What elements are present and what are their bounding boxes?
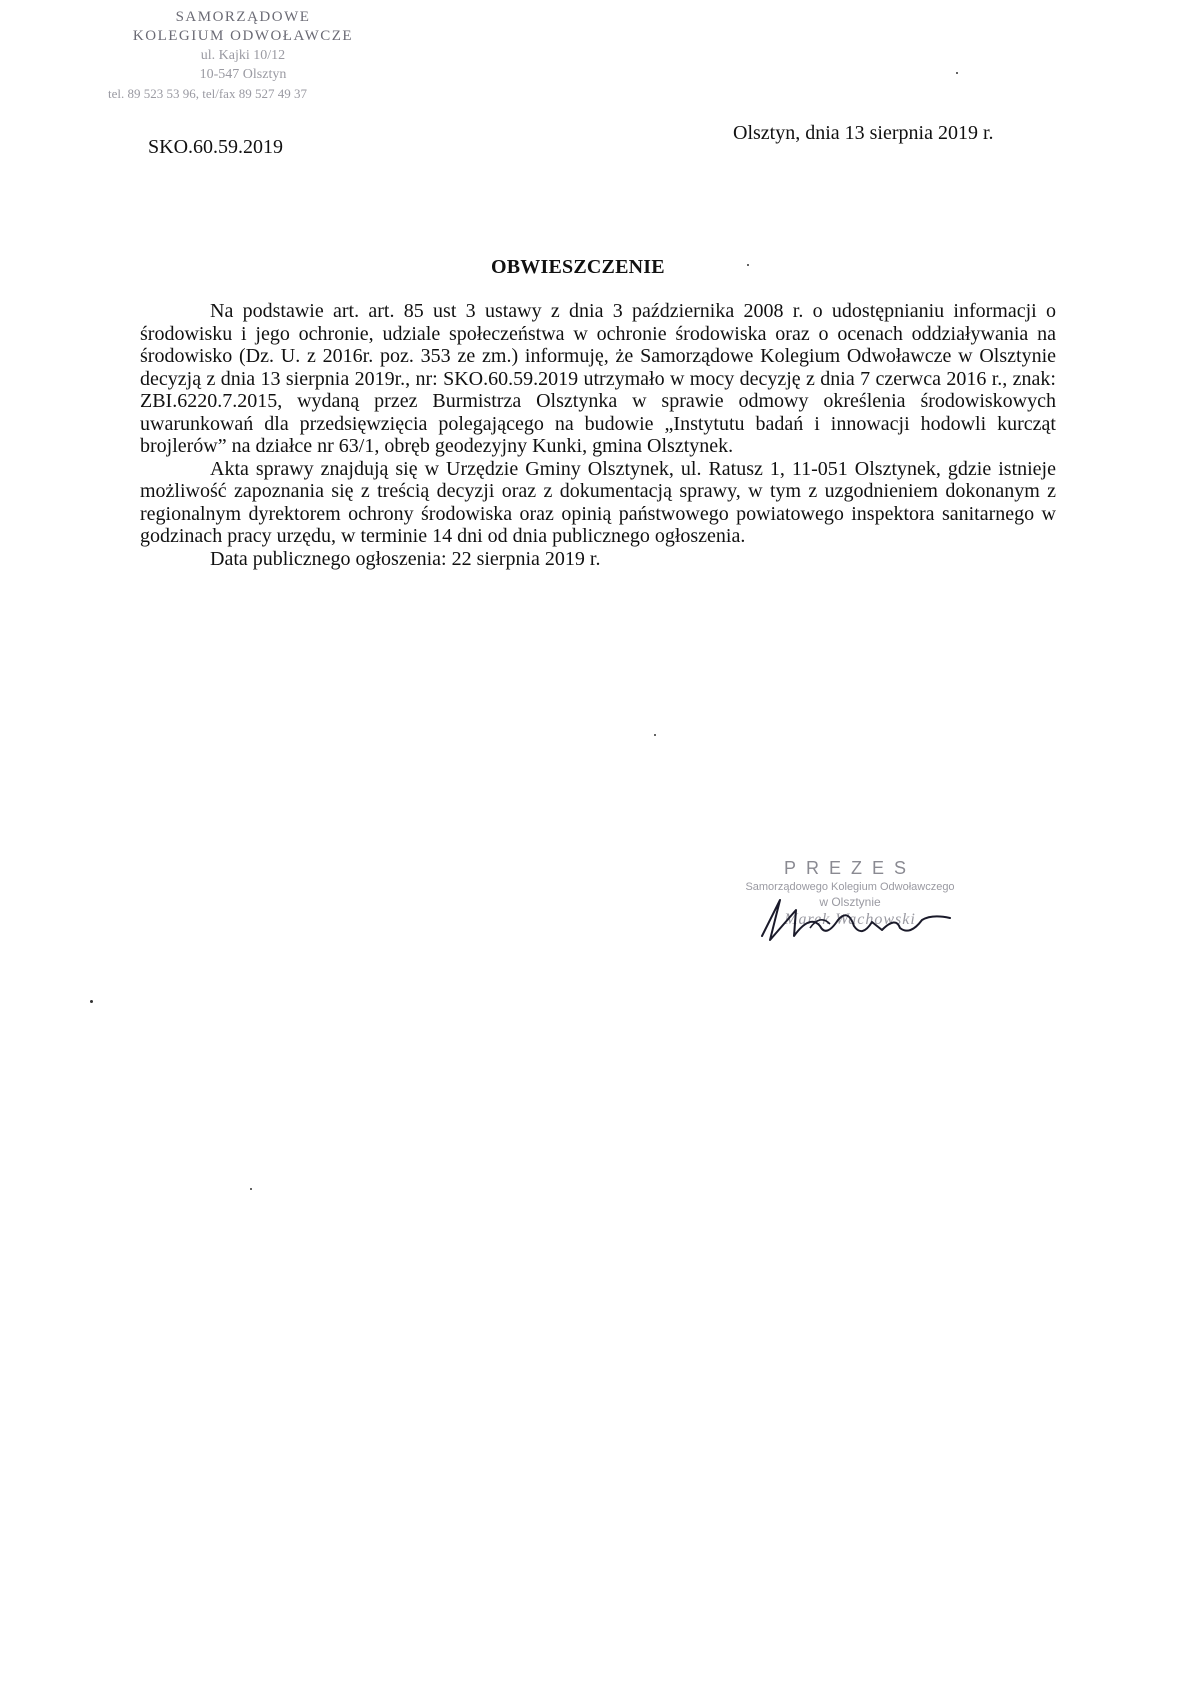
stamp-line: SAMORZĄDOWE xyxy=(175,9,311,25)
scan-speck xyxy=(747,264,749,266)
place-and-date: Olsztyn, dnia 13 sierpnia 2019 r. xyxy=(733,122,994,144)
scan-speck xyxy=(956,72,958,74)
signature-title: PREZES xyxy=(783,858,917,878)
scan-speck xyxy=(90,1000,93,1003)
document-title: OBWIESZCZENIE xyxy=(491,256,665,278)
reference-number: SKO.60.59.2019 xyxy=(148,136,284,158)
document-body xyxy=(140,300,1056,570)
signature-stamp xyxy=(720,858,980,929)
office-stamp xyxy=(108,8,378,103)
signature-org: Samorządowego Kolegium Odwoławczego xyxy=(745,881,955,893)
stamp-line: 10-547 Olsztyn xyxy=(199,67,287,82)
handwritten-signature xyxy=(750,896,960,946)
signature-location: w Olsztynie xyxy=(819,895,881,909)
stamp-line: ul. Kajki 10/12 xyxy=(200,48,286,63)
scan-speck xyxy=(250,1188,252,1190)
paragraph: Akta sprawy znajdują się w Urzędzie Gminy Olsztynek, ul. Ratusz 1, 11-051 Olsztynek, gdzie istnieje możliwość zapoznania się z treścią decyzji oraz z dokumentacją sprawy, w tym z uzgodnieniem dokonanym z regionalnym dyrektorem ochrony środowiska oraz opinią państwowego powiatowego inspektora sanitarnego w godzinach pracy urzędu, w terminie 14 dni od dnia publicznego ogłoszenia. xyxy=(140,457,1056,547)
scan-speck xyxy=(654,734,656,736)
paragraph: Na podstawie art. art. 85 ust 3 ustawy z dnia 3 października 2008 r. o udostępnianiu informacji o środowisku i jego ochronie, udziale społeczeństwa w ochronie środowiska oraz o ocenach oddziaływania na środowisko (Dz. U. z 2016r. poz. 353 ze zm.) informuję, że Samorządowe Kolegium Odwoławcze w Olsztynie decyzją z dnia 13 sierpnia 2019r., nr: SKO.60.59.2019 utrzymało w mocy decyzję z dnia 7 czerwca 2016 r., znak: ZBI.6220.7.2015, wydaną przez Burmistrza Olsztynka w sprawie odmowy określenia środowiskowych uwarunkowań dla przedsięwzięcia polegającego na budowie „Instytutu badań i innowacji hodowli kurcząt brojlerów” na działce nr 63/1, obręb geodezyjny Kunki, gmina Olsztynek. xyxy=(140,300,1056,457)
publication-date: Data publicznego ogłoszenia: 22 sierpnia 2019 r. xyxy=(210,547,601,570)
signature-name: Marek Wachowski xyxy=(784,911,916,928)
stamp-line: KOLEGIUM ODWOŁAWCZE xyxy=(132,28,354,44)
stamp-line: tel. 89 523 53 96, tel/fax 89 527 49 37 xyxy=(108,86,307,101)
